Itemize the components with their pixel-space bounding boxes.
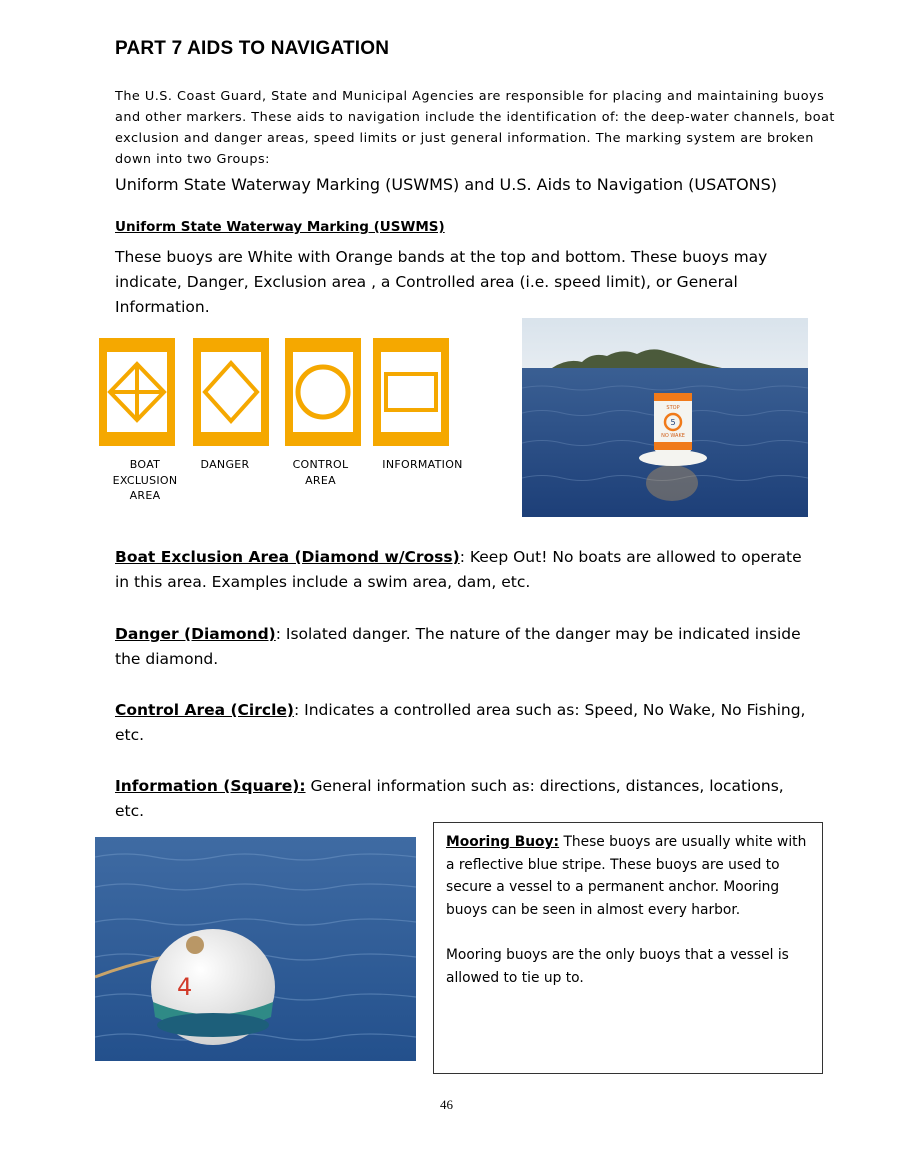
sign-label-information: INFORMATION [382,458,463,471]
sign-boat-exclusion [99,338,175,446]
groups-line: Uniform State Waterway Marking (USWMS) and U.S. Aids to Navigation (USATONS) [115,175,778,194]
definition-text: Keep Out! No boats are allowed to operate in this area. Examples include a swim area, dam, etc. [115,548,802,591]
uswms-description: These buoys are White with Orange bands at the top and bottom. These buoys may indicate, Danger, Exclusion area , a Controlled area (i.e. speed limit), or General Information. [115,248,768,316]
mooring-buoy-number: 4 [177,973,193,1001]
buoy-number: 5 [670,418,676,427]
page-title: PART 7 AIDS TO NAVIGATION [115,38,390,59]
sign-danger [193,338,269,446]
intro-paragraph: The U.S. Coast Guard, State and Municipal Agencies are responsible for placing and maintaining buoys and other markers. These aids to navigation include the identification of: the deep-water channels, boat exclusion and danger areas, speed limits or just general information. The marking system are broken down into two Groups: [115,89,835,167]
mooring-paragraph-2: Mooring buoys are the only buoys that a vessel is allowed to tie up to. [446,946,789,986]
definition-term: Information (Square): [115,777,306,795]
uswms-buoy-photo [522,318,808,517]
circle-icon [285,338,361,446]
mooring-text: These buoys are usually white with a reflective blue stripe. These buoys are used to secure a vessel to a permanent anchor. Mooring buoys can be seen in almost every harbor. [446,834,807,918]
buoy-text-bottom: NO WAKE [661,433,685,439]
definition-term: Control Area (Circle) [115,701,294,719]
definition-term: Boat Exclusion Area (Diamond w/Cross) [115,548,460,566]
square-icon [373,338,449,446]
sign-label-control: CONTROL AREA [292,458,349,487]
definition-information [115,774,815,824]
mooring-buoy-box [433,822,823,1074]
diamond-icon [193,338,269,446]
definition-danger: Danger (Diamond): Isolated danger. The nature of the danger may be indicated inside the diamond. [115,625,801,668]
definition-text: Isolated danger. The nature of the danger may be indicated inside the diamond. [115,625,801,668]
mooring-buoy-photo [95,837,416,1061]
sign-information [373,338,449,446]
mooring-paragraph-1 [446,831,810,921]
mooring-term: Mooring Buoy: [446,834,560,850]
page-number: 46 [440,1097,453,1112]
diamond-cross-icon [99,338,175,446]
definition-boat-exclusion: Boat Exclusion Area (Diamond w/Cross): Keep Out! No boats are allowed to operate in this area. Examples include a swim area, dam, etc. [115,548,802,591]
definition-text: Indicates a controlled area such as: Speed, No Wake, No Fishing, etc. [115,701,806,744]
definition-term: Danger (Diamond) [115,625,276,643]
uswms-heading: Uniform State Waterway Marking (USWMS) [115,219,445,235]
sign-label-danger: DANGER [200,458,250,471]
definition-text: General information such as: directions, distances, locations, etc. [115,777,784,820]
sign-label-boat-exclusion: BOAT EXCLUSION AREA [112,458,178,502]
buoy-text-top: STOP [666,405,680,411]
sign-control [285,338,361,446]
definition-control: Control Area (Circle): Indicates a controlled area such as: Speed, No Wake, No Fishing, etc. [115,701,806,744]
